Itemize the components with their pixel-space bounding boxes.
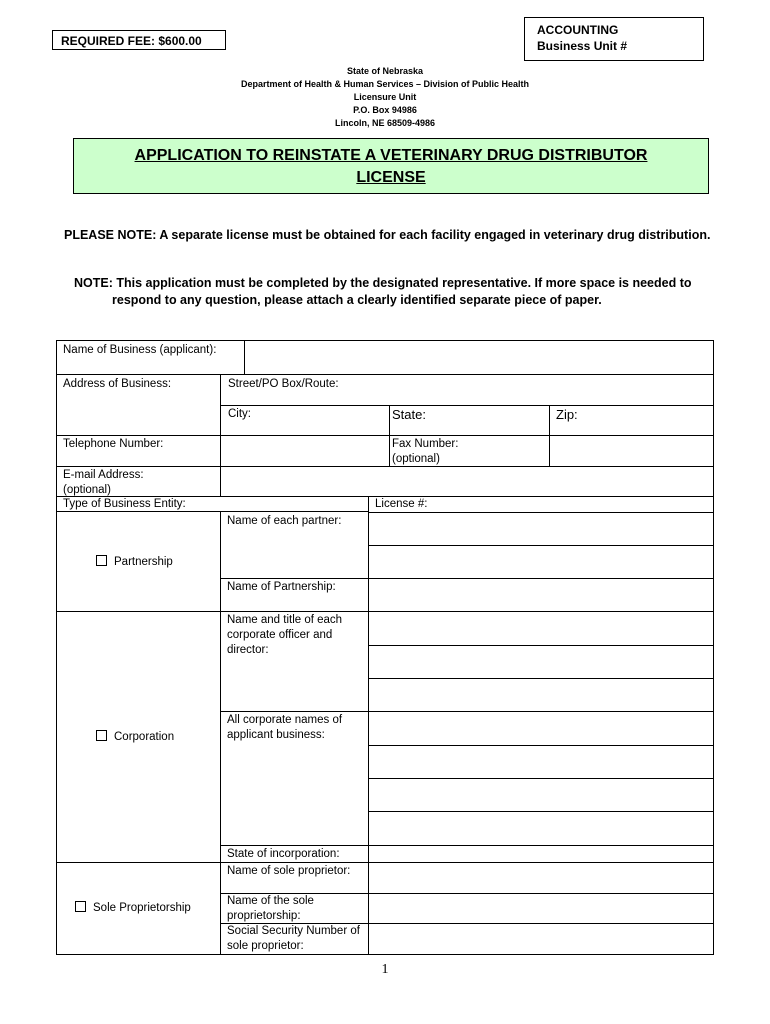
email-field[interactable]: [222, 468, 712, 495]
proprietor-name-label: Name of sole proprietor:: [227, 865, 351, 877]
partnership-label: Partnership: [114, 556, 173, 568]
business-name-label: Name of Business (applicant):: [63, 344, 217, 356]
ssn-label: Social Security Number of sole proprietor:: [227, 925, 360, 952]
fax-label: Fax Number: (optional): [392, 438, 459, 465]
street-field[interactable]: [222, 376, 712, 404]
zip-field[interactable]: [551, 407, 712, 434]
email-label: E-mail Address: (optional): [63, 469, 144, 496]
required-fee-box: REQUIRED FEE: $600.00: [52, 30, 226, 50]
corporation-checkbox[interactable]: [96, 730, 107, 741]
title-line-2: LICENSE: [356, 169, 426, 186]
corporate-name-field-4[interactable]: [370, 813, 712, 844]
page-number: 1: [381, 962, 389, 977]
agency-po-box: P.O. Box 94986: [353, 105, 417, 115]
state-label: State:: [392, 407, 426, 422]
street-label: Street/PO Box/Route:: [228, 378, 339, 390]
partner-name-field-2[interactable]: [370, 547, 712, 577]
state-incorporation-label: State of incorporation:: [227, 848, 340, 860]
partnership-checkbox[interactable]: [96, 555, 107, 566]
license-number-label: License #:: [375, 498, 428, 510]
note-text: NOTE: This application must be completed by the designated representative. If more space is needed to respond to any question, please attach a clearly identified separate piece of paper.: [74, 276, 692, 307]
business-name-field[interactable]: [246, 342, 712, 373]
sole-proprietorship-label: Sole Proprietorship: [93, 902, 191, 914]
proprietorship-name-field[interactable]: [370, 895, 712, 922]
officer-field-2[interactable]: [370, 647, 712, 677]
partner-names-label: Name of each partner:: [227, 515, 342, 527]
officer-field-1[interactable]: [370, 613, 712, 644]
agency-department: Department of Health & Human Services – Division of Public Health: [240, 79, 530, 89]
city-field[interactable]: [222, 407, 388, 434]
fax-field[interactable]: [551, 437, 712, 465]
partner-name-field-1[interactable]: [370, 514, 712, 544]
agency-unit: Licensure Unit: [353, 92, 417, 102]
agency-state: State of Nebraska: [346, 66, 424, 76]
accounting-label: ACCOUNTING: [537, 23, 619, 37]
zip-label: Zip:: [556, 407, 578, 422]
business-unit-label: Business Unit #: [537, 39, 628, 53]
sole-proprietorship-option[interactable]: [75, 901, 191, 916]
agency-city: Lincoln, NE 68509-4986: [334, 118, 436, 128]
corporation-option[interactable]: [96, 730, 174, 745]
entity-type-label: Type of Business Entity:: [63, 498, 186, 510]
corporation-label: Corporation: [114, 731, 175, 743]
ssn-field[interactable]: [370, 925, 712, 953]
officer-field-3[interactable]: [370, 680, 712, 710]
proprietorship-name-label: Name of the sole proprietorship:: [227, 895, 314, 922]
corporate-name-field-2[interactable]: [370, 747, 712, 777]
partnership-option[interactable]: [96, 555, 173, 570]
address-label: Address of Business:: [63, 378, 172, 390]
corporate-name-field-3[interactable]: [370, 780, 712, 810]
please-note-text: PLEASE NOTE: A separate license must be obtained for each facility engaged in veterinary drug distribution.: [64, 228, 711, 242]
officers-label: Name and title of each corporate officer and director:: [227, 614, 343, 656]
telephone-field[interactable]: [222, 437, 388, 465]
partnership-name-label: Name of Partnership:: [227, 581, 336, 593]
proprietor-name-field[interactable]: [370, 864, 712, 892]
title-line-1: APPLICATION TO REINSTATE A VETERINARY DRUG DISTRIBUTOR: [134, 147, 648, 164]
telephone-label: Telephone Number:: [63, 438, 164, 450]
state-incorporation-field[interactable]: [370, 847, 712, 861]
corporate-name-field-1[interactable]: [370, 713, 712, 744]
sole-proprietorship-checkbox[interactable]: [75, 901, 86, 912]
partnership-name-field[interactable]: [370, 580, 712, 610]
city-label: City:: [228, 408, 251, 420]
corporate-names-label: All corporate names of applicant business:: [227, 714, 343, 741]
state-field[interactable]: [391, 407, 548, 434]
